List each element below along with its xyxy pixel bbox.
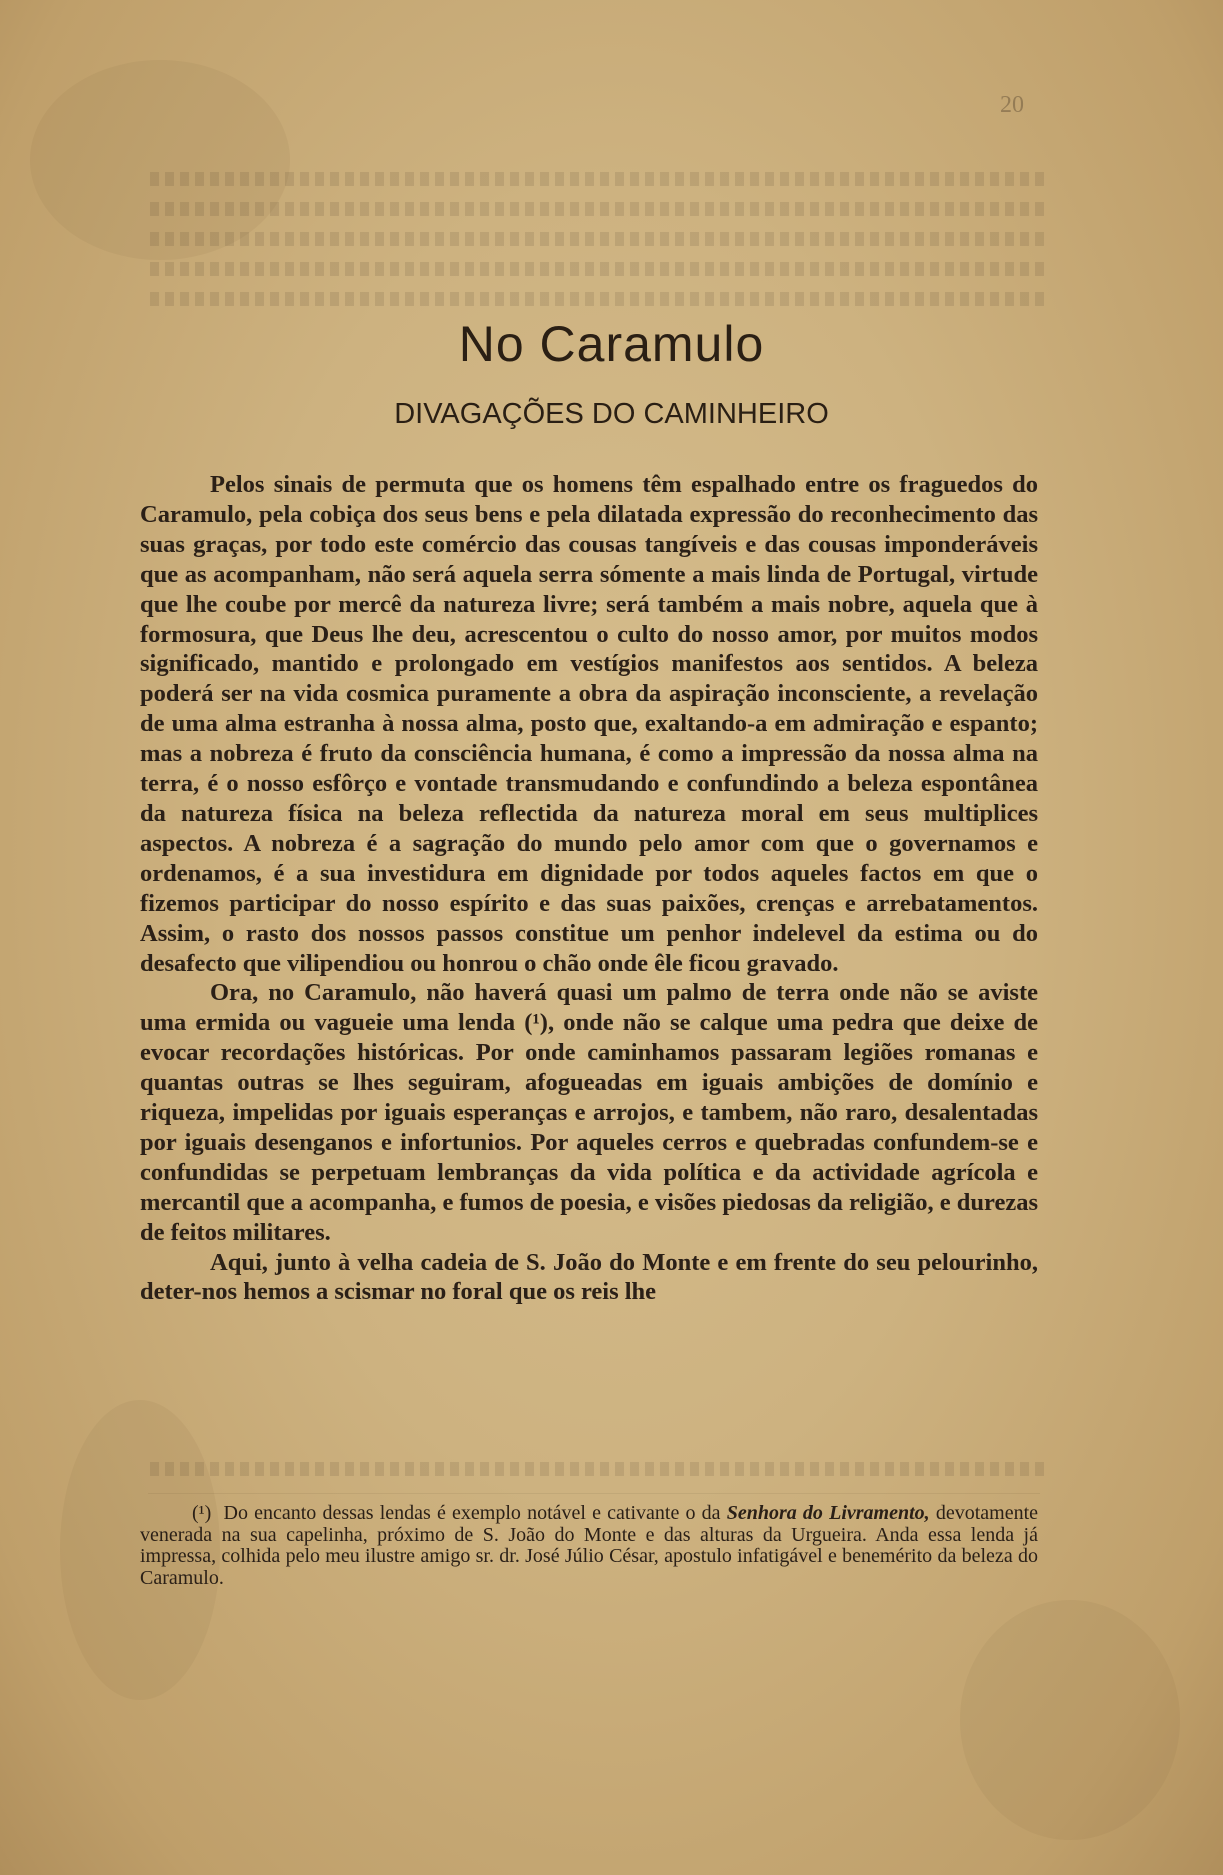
article-title: No Caramulo	[458, 316, 765, 372]
paper-stain	[960, 1600, 1180, 1840]
show-through-line	[150, 232, 1050, 246]
footnote-text-after: devotamente venerada na sua capelinha, próximo de S. João do Monte e das alturas da Urgueira. Anda essa lenda já impressa, colhida pelo meu ilustre amigo sr. dr. José Júlio César, apostulo infatigável e benemérito da beleza do Caramulo.	[140, 1502, 1039, 1589]
article-body	[140, 470, 1038, 1307]
footnote-italic-title: Senhora do Livramento,	[726, 1502, 930, 1524]
paragraph: Aqui, junto à velha cadeia de S. João do Monte e em frente do seu pelourinho, deter-nos hemos a scismar no foral que os reis lhe	[140, 1248, 1038, 1306]
footnote-marker: (¹)	[192, 1502, 212, 1524]
show-through-line	[150, 172, 1050, 186]
show-through-line	[150, 262, 1050, 276]
show-through-line	[150, 202, 1050, 216]
footnote-divider	[148, 1493, 1040, 1494]
paragraph: Ora, no Caramulo, não haverá quasi um palmo de terra onde não se aviste uma ermida ou vagueie uma lenda (¹), onde não se calque uma pedra que deixe de evocar recordações históricas. Por onde caminhamos passaram legiões romanas e quantas outras se lhes seguiram, afogueadas em iguais ambições de domínio e riqueza, impelidas por iguais esperanças e arrojos, e tambem, não raro, desalentadas por iguais desenganos e infortunios. Por aqueles cerros e quebradas confundem-se e confundidas se perpetuam lembranças da vida política e da actividade agrícola e mercantil que a acompanha, e fumos de poesia, e visões piedosas da religião, e durezas de feitos militares.	[140, 979, 1038, 1246]
footnote-text-before: Do encanto dessas lendas é exemplo notável e cativante o da	[223, 1502, 721, 1524]
paper-stain	[30, 60, 290, 260]
article-subtitle: DIVAGAÇÕES DO CAMINHEIRO	[394, 398, 829, 430]
footnote	[140, 1503, 1038, 1589]
show-through-line	[150, 1462, 1050, 1476]
page-number: 20	[1000, 92, 1024, 118]
show-through-line	[150, 292, 1050, 306]
paragraph: Pelos sinais de permuta que os homens têm espalhado entre os fraguedos do Caramulo, pela cobiça dos seus bens e pela dilatada expressão do reconhecimento das suas graças, por todo este comércio das cousas tangíveis e das cousas imponderáveis que as acompanham, não será aquela serra sómente a mais linda de Portugal, virtude que lhe coube por mercê da natureza livre; será também a mais nobre, aquela que à formosura, que Deus lhe deu, acrescentou o culto do nosso amor, por muitos modos significado, mantido e prolongado em vestígios manifestos aos sentidos. A beleza poderá ser na vida cosmica puramente a obra da aspiração inconsciente, a revelação de uma alma estranha à nossa alma, posto que, exaltando-a em admiração e espanto; mas a nobreza é fruto da consciência humana, é como a impressão da nossa alma na terra, é o nosso esfôrço e vontade transmudando e confundindo a beleza espontânea da natureza física na beleza reflectida da natureza moral em seus multiplices aspectos. A nobreza é a sagração do mundo pelo amor com que o governamos e ordenamos, é a sua investidura em dignidade por todos aqueles factos em que o fizemos participar do nosso espírito e das suas paixões, crenças e arrebatamentos. Assim, o rasto dos nossos passos constitue um penhor indelevel da estima ou do desafecto que vilipendiou ou honrou o chão onde êle ficou gravado.	[140, 471, 1038, 977]
